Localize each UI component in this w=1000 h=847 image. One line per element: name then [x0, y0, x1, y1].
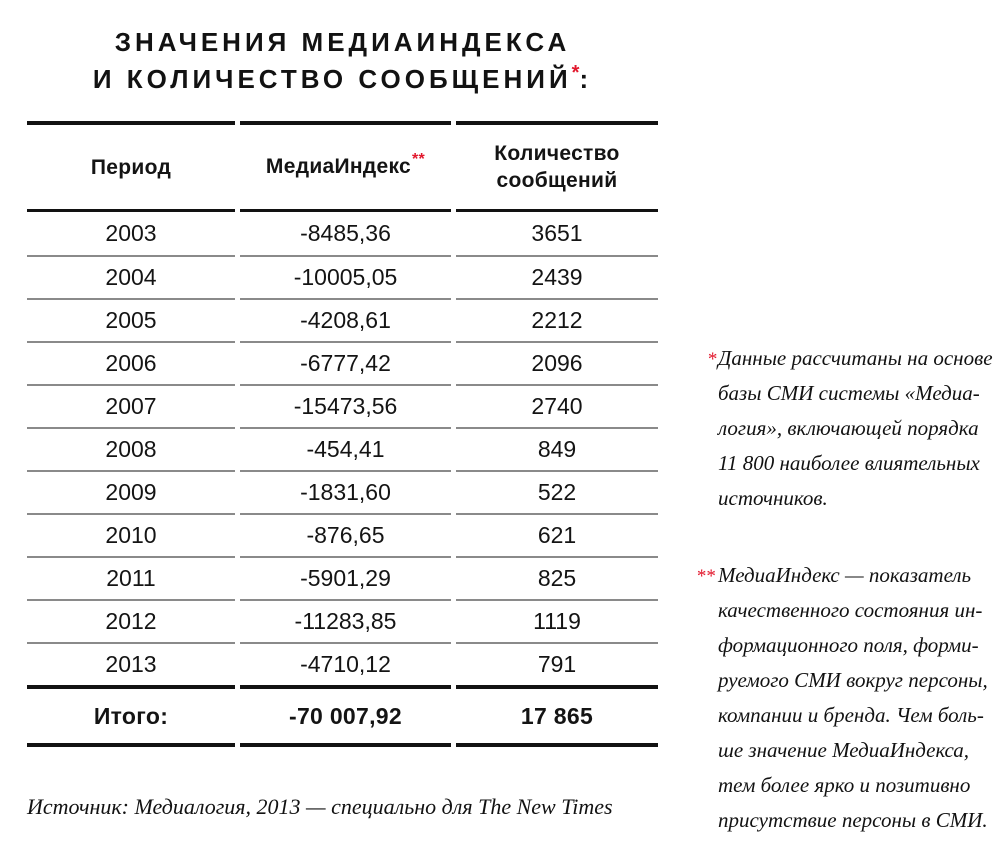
- messages-cell: 849: [456, 427, 658, 470]
- mediaindex-cell: -4208,61: [240, 298, 451, 341]
- period-cell: 2008: [27, 427, 235, 470]
- mediaindex-cell: -454,41: [240, 427, 451, 470]
- media-index-table: [27, 121, 658, 747]
- messages-cell: 2096: [456, 341, 658, 384]
- mediaindex-cell: -4710,12: [240, 642, 451, 685]
- total-messages: 17 865: [456, 685, 658, 747]
- table-row: [27, 341, 658, 384]
- messages-cell: 1119: [456, 599, 658, 642]
- footnote-line: источников.: [718, 486, 828, 510]
- column-header-messages: Количество сообщений: [456, 121, 658, 212]
- period-cell: 2004: [27, 255, 235, 298]
- table-row: [27, 298, 658, 341]
- table-header-row: [27, 121, 658, 212]
- page-title-line1: ЗНАЧЕНИЯ МЕДИАИНДЕКСА: [114, 27, 571, 57]
- footnote-line: руемого СМИ вокруг персоны,: [718, 668, 988, 692]
- footnote-line: базы СМИ системы «Медиа-: [718, 381, 980, 405]
- title-asterisk: *: [571, 62, 580, 84]
- source-line: Источник: Медиалогия, 2013 — специально для The New Times: [27, 794, 613, 819]
- footnote-2-marker: **: [696, 566, 715, 587]
- period-cell: 2011: [27, 556, 235, 599]
- mediaindex-cell: -1831,60: [240, 470, 451, 513]
- footnote-line: тем более ярко и позитивно: [718, 773, 971, 797]
- mediaindex-cell: -876,65: [240, 513, 451, 556]
- footnote-line: компании и бренда. Чем боль-: [718, 703, 984, 727]
- messages-cell: 2439: [456, 255, 658, 298]
- period-cell: 2009: [27, 470, 235, 513]
- messages-cell: 621: [456, 513, 658, 556]
- period-cell: 2006: [27, 341, 235, 384]
- table-row: [27, 255, 658, 298]
- table-row: [27, 384, 658, 427]
- column-header-period: Период: [27, 121, 235, 212]
- page-title-line2: И КОЛИЧЕСТВО СООБЩЕНИЙ*:: [92, 62, 593, 94]
- mediaindex-cell: -5901,29: [240, 556, 451, 599]
- period-cell: 2007: [27, 384, 235, 427]
- table-row: [27, 427, 658, 470]
- footnote-line: 11 800 наиболее влиятельных: [718, 451, 980, 475]
- table-row: [27, 470, 658, 513]
- table-row: [27, 642, 658, 685]
- mediaindex-cell: -15473,56: [240, 384, 451, 427]
- footnote-line: логия», включающей порядка: [718, 416, 979, 440]
- messages-cell: 522: [456, 470, 658, 513]
- period-cell: 2010: [27, 513, 235, 556]
- mediaindex-cell: -6777,42: [240, 341, 451, 384]
- table-row: [27, 513, 658, 556]
- period-cell: 2005: [27, 298, 235, 341]
- total-label: Итого:: [27, 685, 235, 747]
- messages-cell: 3651: [531, 220, 583, 246]
- messages-cell: 825: [456, 556, 658, 599]
- messages-cell: 2740: [456, 384, 658, 427]
- table-total-row: [27, 685, 658, 747]
- footnote-line: ше значение МедиаИндекса,: [718, 738, 970, 762]
- period-cell: 2003: [105, 220, 157, 246]
- page-title: [27, 24, 658, 101]
- messages-cell: 2212: [456, 298, 658, 341]
- mediaindex-cell: -10005,05: [240, 255, 451, 298]
- footnote-line: присутствие персоны в СМИ.: [718, 808, 988, 832]
- footnote-line: качественного состояния ин-: [718, 598, 983, 622]
- table-row: [27, 556, 658, 599]
- mediaindex-asterisks: **: [412, 150, 426, 168]
- footnote-1-marker: *: [707, 349, 717, 370]
- mediaindex-cell: -11283,85: [240, 599, 451, 642]
- footnote-line: * Данные рассчитаны на основе: [718, 341, 1000, 376]
- footnote-line: формационного поля, форми-: [718, 633, 979, 657]
- total-mediaindex: -70 007,92: [240, 685, 451, 747]
- footnote-1: [707, 341, 1000, 516]
- table-row: [27, 599, 658, 642]
- period-cell: 2013: [27, 642, 235, 685]
- messages-cell: 791: [456, 642, 658, 685]
- mediaindex-cell: -8485,36: [300, 220, 391, 246]
- footnote-line: ** МедиаИндекс — показатель: [718, 558, 1000, 593]
- table-row: [27, 212, 658, 255]
- period-cell: 2012: [27, 599, 235, 642]
- footnote-2: [696, 558, 1000, 838]
- column-header-mediaindex: МедиаИндекс**: [240, 121, 451, 212]
